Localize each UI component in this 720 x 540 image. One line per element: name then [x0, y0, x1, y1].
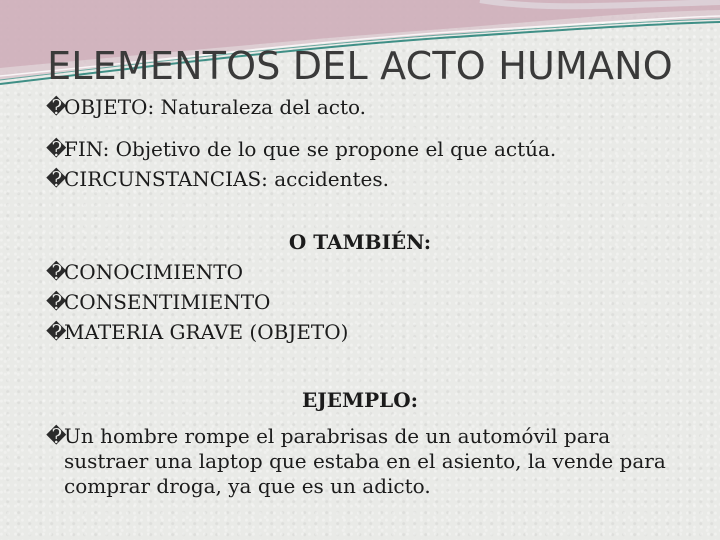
bullet-icon: �: [46, 167, 67, 191]
element-item-objeto: [46, 93, 366, 122]
bullet-icon: �: [46, 137, 67, 161]
also-item-consentimiento: [46, 288, 270, 317]
also-item-conocimiento: [46, 258, 243, 287]
bullet-icon: �: [46, 320, 67, 344]
element-item-circunstancias: [46, 165, 389, 194]
element-item-text: FIN: Objetivo de lo que se propone el que actúa.: [64, 137, 557, 161]
element-item-text: OBJETO: Naturaleza del acto.: [64, 95, 367, 119]
slide-title: ELEMENTOS DEL ACTO HUMANO: [47, 44, 673, 88]
bullet-icon: �: [46, 95, 67, 119]
also-item-text: CONOCIMIENTO: [64, 260, 244, 284]
bullet-icon: �: [46, 290, 67, 314]
element-item-fin: [46, 135, 556, 164]
bullet-icon: �: [46, 424, 67, 448]
bullet-icon: �: [46, 260, 67, 284]
also-heading: O TAMBIÉN:: [288, 230, 432, 254]
also-item-text: CONSENTIMIENTO: [64, 290, 271, 314]
example-heading: EJEMPLO:: [302, 388, 418, 412]
example-paragraph: [46, 424, 686, 499]
also-item-materia-grave: [46, 318, 348, 347]
example-text: Un hombre rompe el parabrisas de un automóvil para sustraer una laptop que estaba en el asiento, la vende para comprar droga, ya que es un adicto.: [64, 424, 666, 498]
also-item-text: MATERIA GRAVE (OBJETO): [64, 320, 349, 344]
element-item-text: CIRCUNSTANCIAS: accidentes.: [64, 167, 389, 191]
